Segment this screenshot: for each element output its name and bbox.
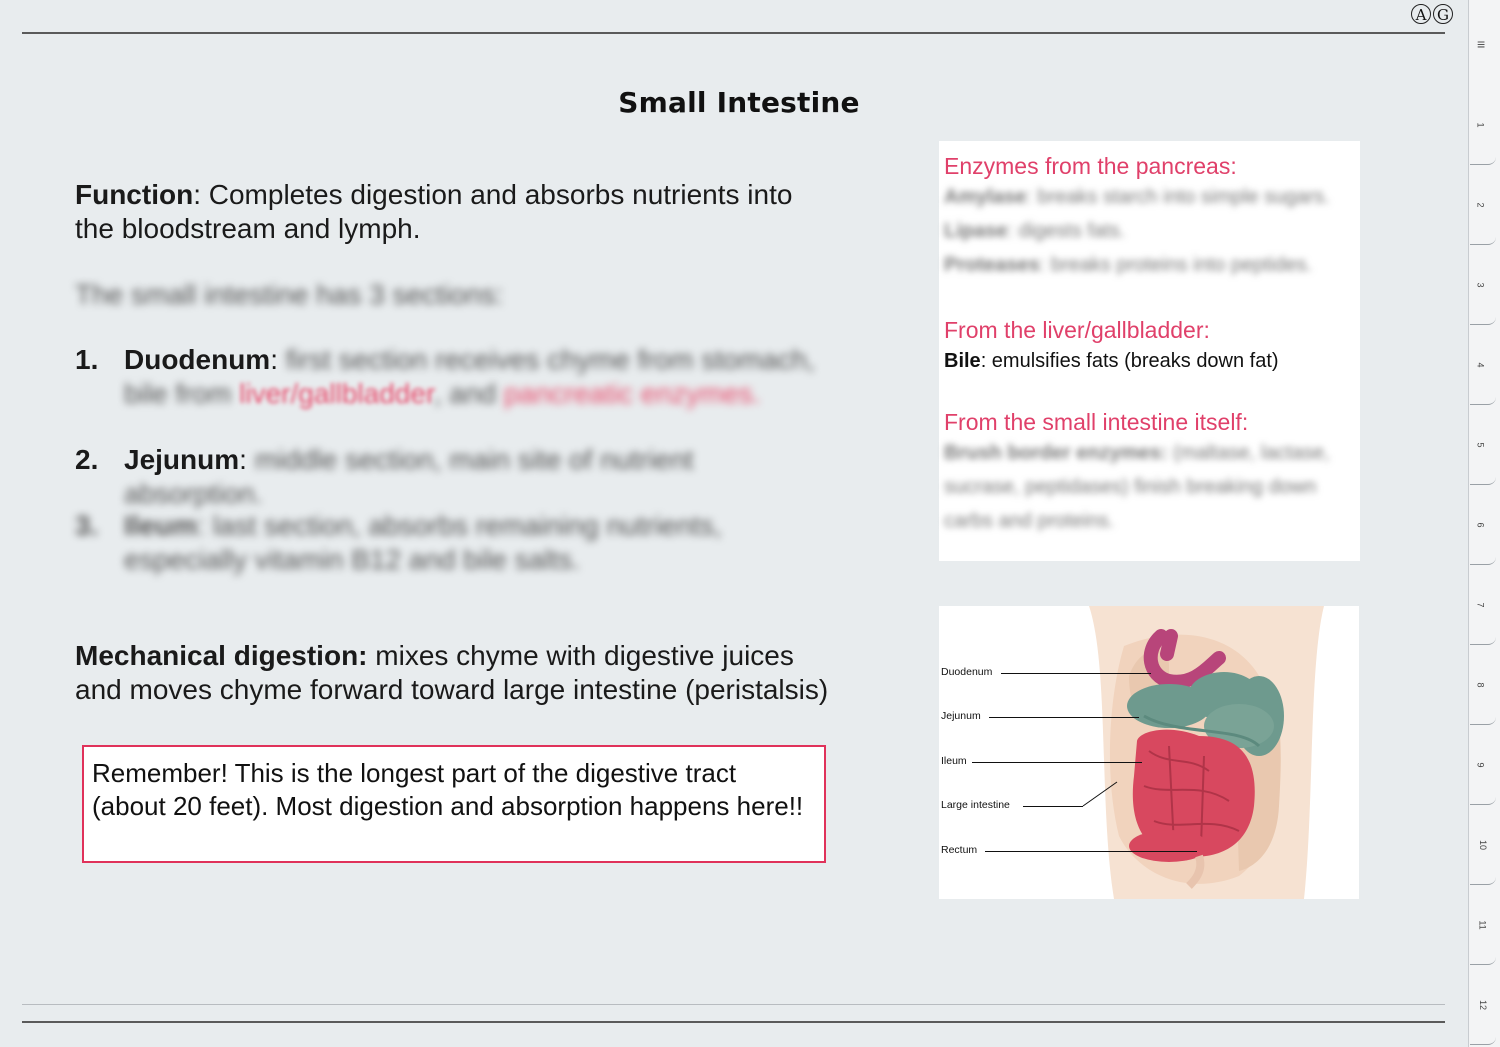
page-tab-label: 3 (1475, 282, 1486, 288)
page-tab-11[interactable] (1470, 886, 1496, 965)
page-title: Small Intestine (618, 86, 860, 119)
page-tab-label: 11 (1477, 920, 1488, 930)
bile-desc: : emulsifies fats (breaks down fat) (980, 350, 1279, 372)
g-circle-icon[interactable]: G (1433, 4, 1453, 24)
enzyme-desc: : breaks starch into simple sugars. (1026, 186, 1330, 208)
enzymes-panel (939, 141, 1360, 561)
bottom-rule-light (22, 1004, 1445, 1005)
enzyme-desc: : breaks proteins into peptides. (1039, 254, 1313, 276)
sections-intro: The small intestine has 3 sections: (75, 279, 503, 310)
page-tab-3[interactable] (1470, 246, 1496, 325)
duodenum-mid: , and (433, 378, 504, 409)
brush-desc: (maltase, lactase, sucrase, peptidases) finish breaking down carbs and proteins. (944, 442, 1330, 532)
page-tab-label: 5 (1475, 442, 1486, 448)
duodenum-label: Duodenum (124, 344, 271, 375)
mechanical-text: mixes chyme with digestive juices and moves chyme forward toward large intestine (peristalsis) (75, 640, 829, 705)
page-tab-label: 10 (1478, 839, 1489, 851)
intestine-illustration (939, 606, 1359, 899)
mechanical-label: Mechanical digestion: (75, 640, 368, 671)
ileum-label: Ileum (124, 510, 198, 541)
page-tab-label: 1 (1475, 122, 1486, 128)
bile-name: Bile (944, 350, 981, 372)
jejunum-sep: : (239, 444, 247, 475)
page-tab-label: 7 (1475, 602, 1486, 608)
page-tab-8[interactable] (1470, 646, 1496, 725)
page-tab-5[interactable] (1470, 406, 1496, 485)
function-text: : Completes digestion and absorbs nutrients into the bloodstream and lymph. (75, 179, 793, 244)
leader-line (985, 851, 1197, 852)
enzyme-proteases (944, 248, 1354, 282)
brush-border-line (944, 436, 1354, 538)
label-ileum: Ileum (941, 755, 967, 767)
menu-icon[interactable]: ≡ (1477, 36, 1486, 52)
label-rectum: Rectum (941, 844, 978, 856)
label-jejunum: Jejunum (941, 710, 981, 722)
liver-link: liver/gallbladder (239, 378, 434, 409)
enzyme-name: Amylase (944, 186, 1027, 208)
remember-callout (82, 745, 826, 863)
mechanical-digestion-paragraph (75, 639, 835, 707)
bile-line (944, 344, 1354, 378)
page-tab-label: 9 (1475, 762, 1486, 768)
enzyme-name: Lipase (944, 220, 1008, 242)
leader-line-diagonal (1079, 778, 1119, 808)
ileum-desc: last section, absorbs remaining nutrients, especially vitamin B12 and bile salts. (124, 510, 722, 575)
page-tab-label: 6 (1475, 522, 1486, 528)
page-tab-label: 4 (1475, 362, 1486, 368)
ileum-sep: : (197, 510, 205, 541)
pancreatic-link: pancreatic enzymes. (503, 378, 761, 409)
enzyme-lipase (944, 214, 1354, 248)
top-toolbar (1411, 4, 1453, 24)
enzyme-name: Proteases (944, 254, 1040, 276)
enzyme-amylase (944, 180, 1354, 214)
top-rule (22, 32, 1445, 34)
list-number: 1. (75, 344, 99, 375)
list-item-jejunum (75, 443, 835, 511)
brush-name: Brush border enzymes: (944, 442, 1168, 464)
page-tab-label: 2 (1475, 202, 1486, 208)
bottom-rule (22, 1021, 1445, 1023)
pancreas-heading: Enzymes from the pancreas: (944, 153, 1237, 179)
label-large-intestine: Large intestine (941, 799, 1010, 811)
list-number: 3. (75, 510, 99, 541)
list-number: 2. (75, 444, 99, 475)
small-intestine-heading: From the small intestine itself: (944, 409, 1249, 435)
page-tab-6[interactable] (1470, 486, 1496, 565)
remember-text: Remember! This is the longest part of the digestive tract (about 20 feet). Most digestion and absorption happens here!! (92, 758, 804, 821)
page-tab-label: 8 (1475, 682, 1486, 688)
page-tab-12[interactable] (1470, 966, 1496, 1045)
list-item-ileum (75, 509, 835, 577)
duodenum-sep: : (270, 344, 278, 375)
function-paragraph (75, 178, 835, 246)
page-tab-10[interactable] (1470, 806, 1496, 885)
duodenum-desc: first section receives chyme from stomach, bile from (124, 344, 815, 409)
list-item-duodenum (75, 343, 835, 411)
page-tab-label: 12 (1478, 999, 1489, 1011)
liver-heading: From the liver/gallbladder: (944, 317, 1210, 343)
page-tab-2[interactable] (1470, 166, 1496, 245)
leader-line (989, 717, 1139, 718)
leader-line (972, 762, 1142, 763)
enzyme-desc: : digests fats. (1007, 220, 1126, 242)
jejunum-label: Jejunum (124, 444, 240, 475)
small-intestine-diagram (939, 606, 1359, 899)
leader-line (1023, 806, 1083, 807)
label-duodenum: Duodenum (941, 666, 993, 678)
page-tab-7[interactable] (1470, 566, 1496, 645)
leader-line (1001, 673, 1151, 674)
a-circle-icon[interactable]: A (1411, 4, 1431, 24)
page-tab-4[interactable] (1470, 326, 1496, 405)
page-tab-9[interactable] (1470, 726, 1496, 805)
jejunum-desc: middle section, main site of nutrient absorption. (124, 444, 694, 509)
function-label: Function (75, 179, 194, 210)
